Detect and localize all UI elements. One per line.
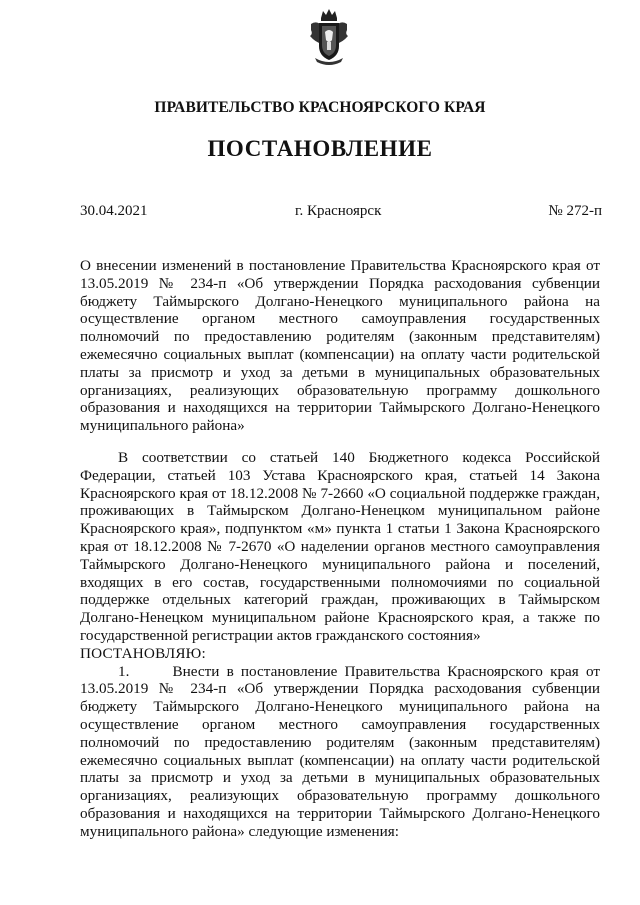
document-body: [80, 449, 604, 841]
organization-name: ПРАВИТЕЛЬСТВО КРАСНОЯРСКОГО КРАЯ: [154, 99, 486, 116]
item-1-paragraph: 1. Внести в постановление Правительства Красноярского края от 13.05.2019 № 234-п «Об утверждении Порядка расходования субвенции бюджету Таймырского Долгано-Ненецкого муниципального района на осуществление органом местного самоуправления государственных полномочий по предоставлению родителям (законным представителям) ежемесячно социальных выплат (компенсации) на оплату части родительской платы за присмотр и уход за детьми в муниципальных образовательных организациях, реализующих образовательную программу дошкольного образования и находящихся на территории Таймырского Долгано-Ненецкого муниципального района» следующие изменения:: [80, 662, 604, 840]
document-city: г. Красноярск: [295, 203, 382, 219]
document-type: ПОСТАНОВЛЕНИЕ: [207, 136, 433, 161]
document-title: [80, 257, 600, 435]
title-text: О внесении изменений в постановление Правительства Красноярского края от 13.05.2019 № 234-п «Об утверждении Порядка расходования субвенции бюджету Таймырского Долгано-Ненецкого муниципального района на осуществление органом местного самоуправления государственных полномочий по предоставлению родителям (законным представителям) ежемесячно социальных выплат (компенсации) на оплату части родительской платы за присмотр и уход за детьми в муниципальных образовательных организациях, реализующих образовательную программу дошкольного образования и находящихся на территории Таймырского Долгано-Ненецкого муниципального района»: [80, 257, 600, 435]
decree-word: ПОСТАНОВЛЯЮ:: [80, 644, 206, 662]
coat-of-arms-icon: [307, 8, 351, 66]
document-date: 30.04.2021: [80, 203, 148, 219]
document-number: № 272-п: [548, 203, 602, 219]
preamble-paragraph: В соответствии со статьей 140 Бюджетного кодекса Российской Федерации, статьей 103 Устава Красноярского края, статьей 14 Закона Красноярского края от 18.12.2008 № 7-2660 «О социальной поддержке граждан, проживающих в Таймырском Долгано-Ненецком муниципальном районе Красноярского края», подпунктом «м» пункта 1 статьи 1 Закона Красноярского края от 18.12.2008 № 7-2670 «О наделении органов местного самоуправления Таймырского Долгано-Ненецкого муниципального района и поселений, входящих в его состав, государственными полномочиями по социальной поддержке отдельных категорий граждан, проживающих в Таймырском Долгано-Ненецком муниципальном районе Красноярского края, а также по государственной регистрации актов гражданского состояния»: [80, 449, 600, 644]
